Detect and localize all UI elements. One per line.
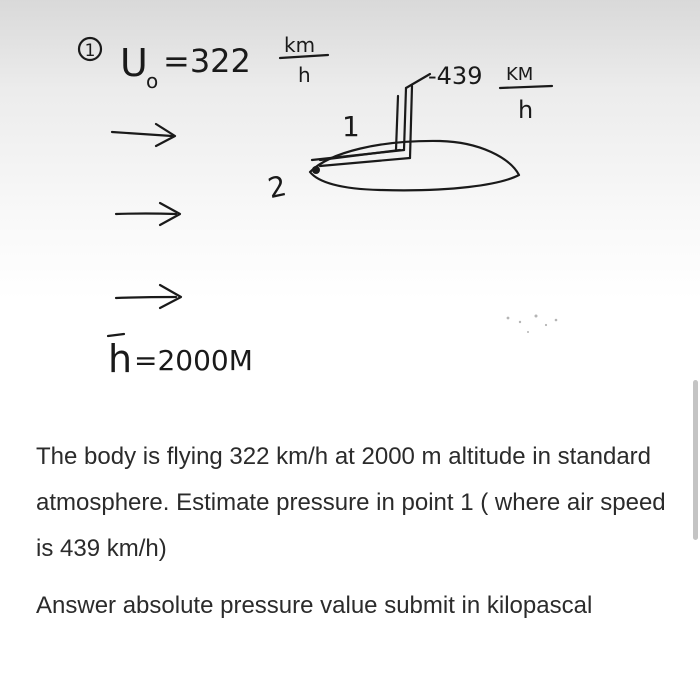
flow-arrow-middle xyxy=(116,203,180,225)
freestream-unit-numerator: km xyxy=(284,33,316,57)
stagnation-point-marker xyxy=(312,166,320,174)
item-number: 1 xyxy=(84,41,96,61)
freestream-velocity-subscript: o xyxy=(146,69,159,93)
freestream-velocity-value: =322 xyxy=(163,42,251,80)
freestream-unit-denominator: h xyxy=(298,63,311,87)
point-1-label: 1 xyxy=(342,110,360,143)
local-velocity-unit-fraction-bar xyxy=(500,86,552,88)
local-velocity-unit-denominator: h xyxy=(518,96,534,124)
scrollbar[interactable] xyxy=(693,380,698,540)
altitude-symbol: h xyxy=(108,337,133,381)
airfoil-body-outline xyxy=(310,141,519,190)
altitude-value: =2000M xyxy=(134,344,253,377)
answer-instruction: Answer absolute pressure value submit in kilopascal xyxy=(36,592,593,619)
local-velocity-unit-numerator: KM xyxy=(506,64,534,85)
flow-arrow-top xyxy=(112,124,175,146)
problem-statement: The body is flying 322 km/h at 2000 m altitude in standard atmosphere. Estimate pressure in point 1 ( where air speed is 439 km/h) xyxy=(36,443,666,562)
altitude-symbol-bar xyxy=(108,334,124,336)
measurement-probe xyxy=(312,74,430,166)
freestream-velocity-symbol: U xyxy=(120,41,148,85)
flow-arrow-bottom xyxy=(116,285,181,308)
paper-smudge xyxy=(507,315,558,334)
point-2-label: 2 xyxy=(264,169,290,206)
local-velocity-value: -439 xyxy=(428,62,483,90)
